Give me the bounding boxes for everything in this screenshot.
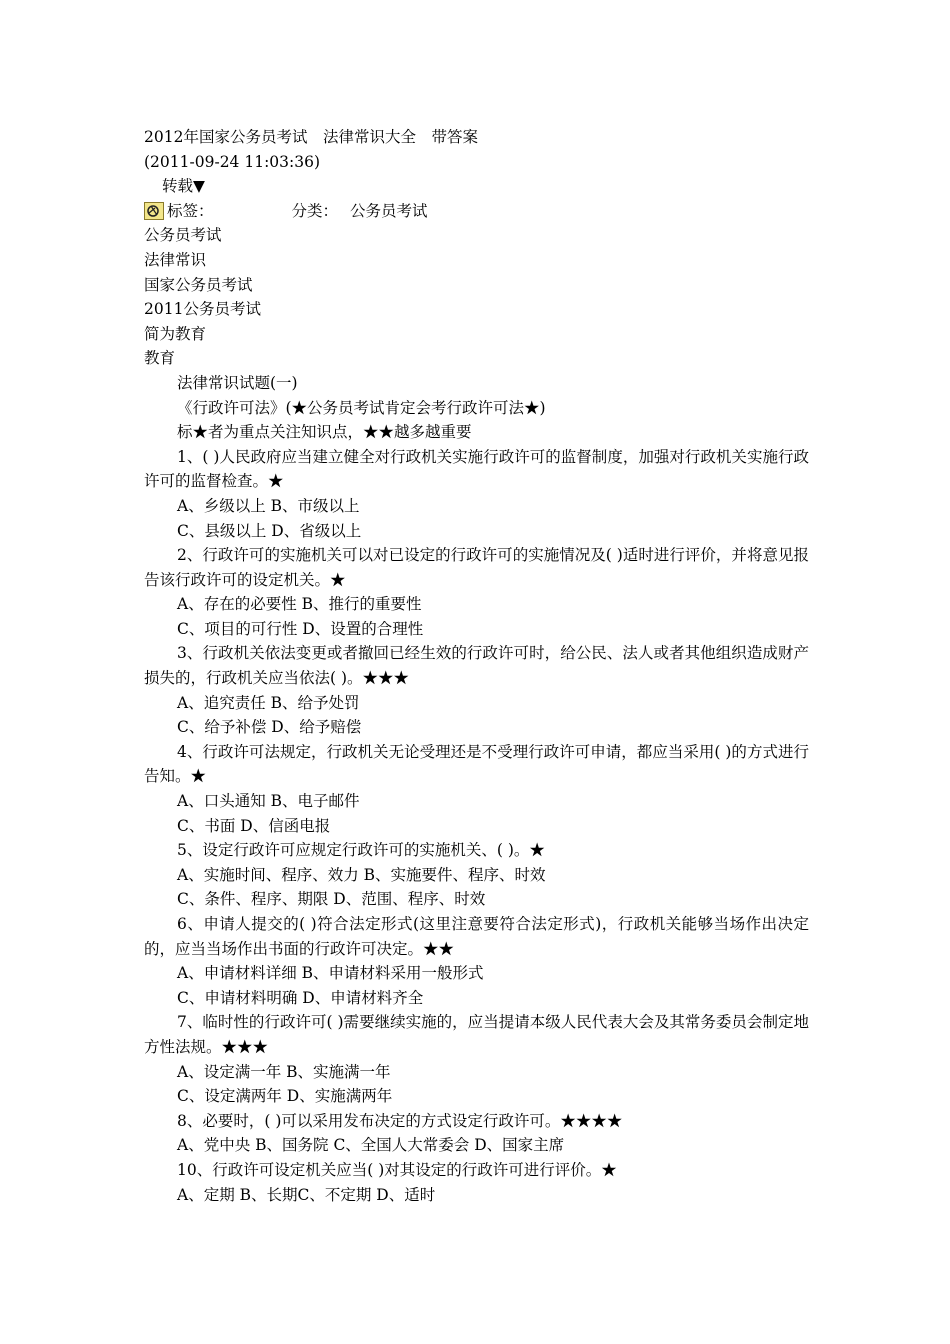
answer-options: A、申请材料详细 B、申请材料采用一般形式 <box>177 964 484 983</box>
answer-options: A、党中央 B、国务院 C、全国人大常委会 D、国家主席 <box>177 1136 565 1155</box>
answer-options: C、申请材料明确 D、申请材料齐全 <box>177 988 424 1007</box>
tag-link[interactable]: 国家公务员考试 <box>144 275 253 294</box>
question-text: 7、临时性的行政许可( )需要继续实施的，应当提请本级人民代表大会及其常务委员会制定地方性法规。★★★ <box>144 1013 809 1056</box>
question-10 <box>144 1158 809 1207</box>
question-1 <box>144 445 809 543</box>
category-link[interactable]: 公务员考试 <box>350 201 428 220</box>
answer-options: C、设定满两年 D、实施满两年 <box>177 1087 393 1106</box>
question-text: 3、行政机关依法变更或者撤回已经生效的行政许可时，给公民、法人或者其他组织造成财产损失的，行政机关应当依法( )。★★★ <box>144 644 809 688</box>
question-text: 5、设定行政许可应规定行政许可的实施机关、( )。★ <box>177 841 545 860</box>
question-text: 6、申请人提交的( )符合法定形式(这里注意要符合法定形式)，行政机关能够当场作出决定的，应当当场作出书面的行政许可决定。★★ <box>144 915 809 958</box>
question-text: 8、必要时，( )可以采用发布决定的方式设定行政许可。★★★★ <box>177 1111 623 1130</box>
question-text: 1、( )人民政府应当建立健全对行政机关实施行政许可的监督制度，加强对行政机关实施行政许可的监督检查。★ <box>144 447 809 491</box>
tag-category-row <box>144 199 809 224</box>
tag-link[interactable]: 简为教育 <box>144 324 207 343</box>
question-text: 4、行政许可法规定，行政机关无论受理还是不受理行政许可申请，都应当采用( )的方式进行告知。★ <box>144 742 809 786</box>
answer-options: C、书面 D、信函电报 <box>177 816 331 835</box>
section-title: 法律常识试题(一) <box>177 373 298 392</box>
document-title: 2012年国家公务员考试 法律常识大全 带答案 <box>144 128 478 146</box>
question-8 <box>144 1109 809 1158</box>
answer-options: A、存在的必要性 B、推行的重要性 <box>177 595 422 614</box>
tag-link[interactable]: 2011公务员考试 <box>144 300 261 319</box>
tag-link[interactable]: 教育 <box>144 349 176 368</box>
answer-options: C、给予补偿 D、给予赔偿 <box>177 718 362 737</box>
repost-link[interactable]: 转载▼ <box>162 177 205 196</box>
answer-options: A、设定满一年 B、实施满一年 <box>177 1062 391 1081</box>
tag-link[interactable]: 公务员考试 <box>144 226 222 245</box>
answer-options: C、条件、程序、期限 D、范围、程序、时效 <box>177 890 486 909</box>
question-7 <box>144 1010 809 1108</box>
post-timestamp: (2011-09-24 11:03:36) <box>144 152 321 171</box>
answer-options: A、口头通知 B、电子邮件 <box>177 792 360 811</box>
answer-options: A、乡级以上 B、市级以上 <box>177 496 360 515</box>
answer-options: A、实施时间、程序、效力 B、实施要件、程序、时效 <box>177 865 546 884</box>
document-page <box>144 125 809 1207</box>
answer-options: C、县级以上 D、省级以上 <box>177 521 362 540</box>
question-3 <box>144 641 809 739</box>
question-2 <box>144 543 809 641</box>
answer-options: A、定期 B、长期C、不定期 D、适时 <box>177 1185 436 1204</box>
question-text: 2、行政许可的实施机关可以对已设定的行政许可的实施情况及( )适时进行评价，并将意见报告该行政许可的设定机关。★ <box>144 546 809 589</box>
question-4 <box>144 740 809 838</box>
question-text: 10、行政许可设定机关应当( )对其设定的行政许可进行评价。★ <box>177 1160 617 1179</box>
question-5 <box>144 838 809 912</box>
answer-options: C、项目的可行性 D、设置的合理性 <box>177 619 424 638</box>
answer-options: A、追究责任 B、给予处罚 <box>177 693 360 712</box>
question-6 <box>144 912 809 1010</box>
law-title: 《行政许可法》(★公务员考试肯定会考行政许可法★) <box>177 398 546 417</box>
category-label: 分类： <box>291 201 339 220</box>
tag-icon <box>144 202 164 220</box>
importance-note: 标★者为重点关注知识点，★★越多越重要 <box>177 423 472 442</box>
tag-list <box>144 223 809 371</box>
tag-link[interactable]: 法律常识 <box>144 250 207 269</box>
tags-label: 标签： <box>167 201 214 220</box>
